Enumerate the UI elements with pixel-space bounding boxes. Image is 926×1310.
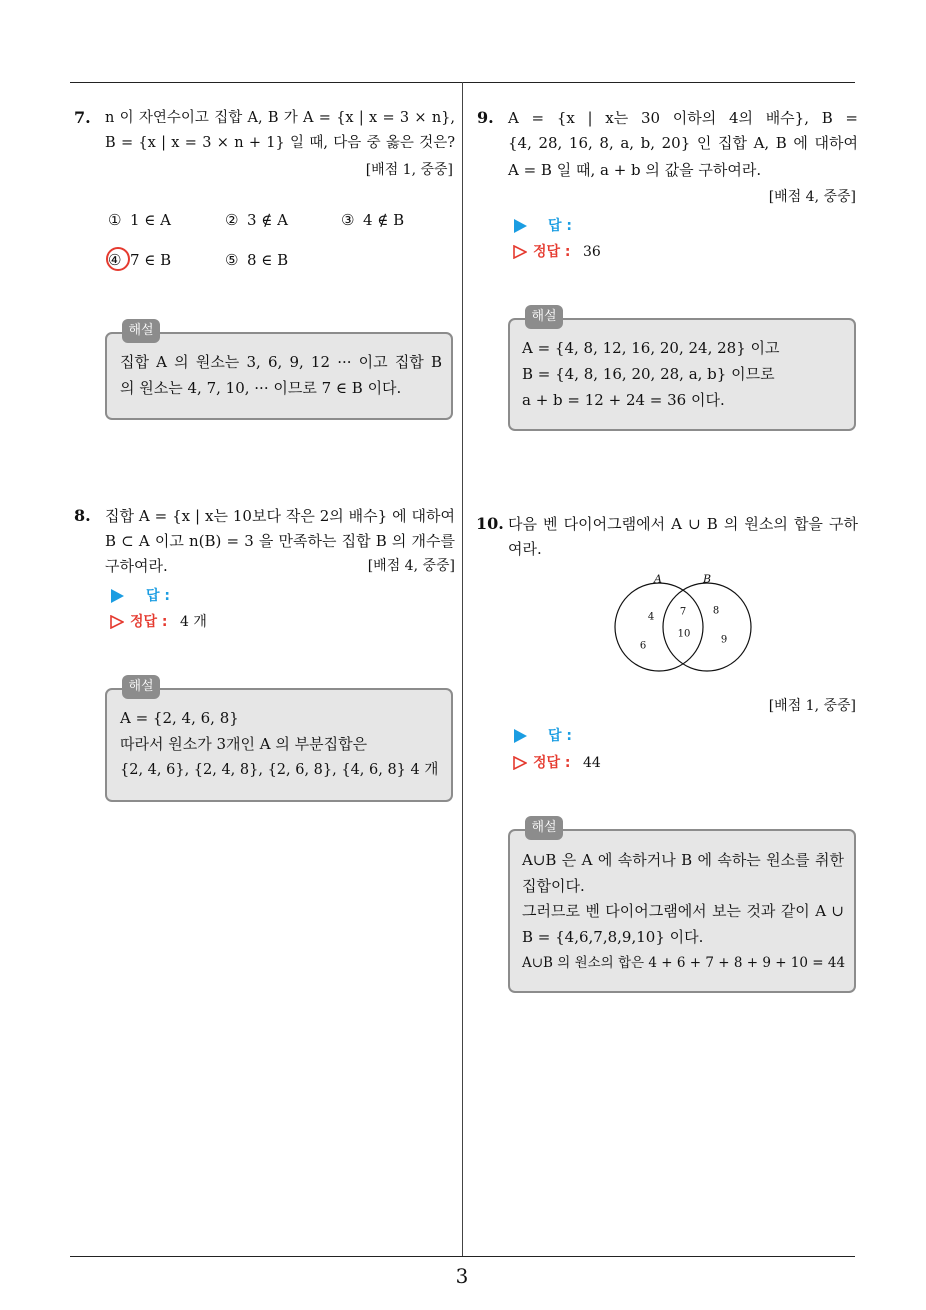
question-line: A = B 일 때, a + b 의 값을 구하여라. <box>508 161 762 179</box>
choice-2 <box>225 210 288 230</box>
choice-mark: ④ <box>108 251 122 269</box>
problem-number: 10. <box>476 514 504 533</box>
choice-mark: ③ <box>341 211 355 229</box>
choice-text: 7 ∈ B <box>130 251 172 269</box>
venn-element: 4 <box>647 611 655 623</box>
explanation-line: 그러므로 벤 다이어그램에서 보는 것과 같이 A ∪ <box>522 902 844 920</box>
venn-element: 7 <box>679 606 687 618</box>
explanation-box <box>105 332 453 420</box>
problem-source: [배점 4, 중중] <box>768 189 856 205</box>
correct-answer-marker-icon <box>513 756 527 770</box>
explanation-tag: 해설 <box>525 305 563 329</box>
answer-marker-icon <box>514 219 528 233</box>
correct-answer-marker-icon <box>110 615 124 629</box>
explanation-line: 따라서 원소가 3개인 A 의 부분집합은 <box>120 735 368 753</box>
correct-answer-label: 정답 : <box>533 755 571 771</box>
venn-circle-b <box>663 583 751 671</box>
choice-mark: ① <box>108 211 122 229</box>
column-divider <box>462 82 463 1256</box>
answer-label: 답 : <box>548 728 572 744</box>
question-line: {4, 28, 16, 8, a, b, 20} 인 집합 A, B 에 대하여 <box>508 134 858 152</box>
question-line: B = {x | x = 3 × n + 1} 일 때, 다음 중 옳은 것은? <box>105 135 455 151</box>
question-line: 여라. <box>508 540 542 558</box>
answer-label: 답 : <box>548 218 572 234</box>
explanation-tag: 해설 <box>525 816 563 840</box>
venn-label-b: B <box>702 572 712 586</box>
question-line: 집합 A = {x | x는 10보다 작은 2의 배수} 에 대하여 <box>105 507 455 525</box>
answer-marker-icon <box>514 729 528 743</box>
explanation-line: A = {4, 8, 12, 16, 20, 24, 28} 이고 <box>522 339 780 357</box>
explanation-line: A∪B 의 원소의 합은 4 + 6 + 7 + 8 + 9 + 10 = 44 <box>522 955 846 971</box>
problem-number: 8. <box>74 506 91 525</box>
explanation-line: {2, 4, 6}, {2, 4, 8}, {2, 6, 8}, {4, 6, 8} 4 개 <box>120 762 439 778</box>
correct-answer-label: 정답 : <box>533 244 571 260</box>
choice-5 <box>225 250 288 270</box>
answer-label: 답 : <box>146 588 170 604</box>
explanation-tag: 해설 <box>122 675 160 699</box>
venn-element: 6 <box>639 640 647 652</box>
venn-label-a: A <box>654 572 662 586</box>
correct-answer-label: 정답 : <box>130 614 168 630</box>
problem-source: [배점 1, 중중] <box>768 698 856 714</box>
choice-mark: ⑤ <box>225 251 239 269</box>
explanation-tag: 해설 <box>122 319 160 343</box>
correct-answer-value: 44 <box>583 755 601 771</box>
explanation-line: 의 원소는 4, 7, 10, ··· 이므로 7 ∈ B 이다. <box>120 379 402 397</box>
correct-answer-value: 4 개 <box>180 614 207 630</box>
venn-element: 10 <box>677 628 691 640</box>
selected-choice-circle <box>106 247 130 271</box>
question-line: 다음 벤 다이어그램에서 A ∪ B 의 원소의 합을 구하 <box>508 515 858 533</box>
venn-element: 9 <box>720 634 728 646</box>
explanation-line: a + b = 12 + 24 = 36 이다. <box>522 391 725 409</box>
explanation-line: B = {4, 8, 16, 20, 28, a, b} 이므로 <box>522 365 775 383</box>
problem-source: [배점 1, 중중] <box>365 162 453 178</box>
page-number: 3 <box>455 1264 469 1288</box>
venn-circle-a <box>615 583 703 671</box>
answer-marker-icon <box>111 589 125 603</box>
choice-3 <box>341 210 404 230</box>
choice-text: 3 ∉ A <box>247 211 289 229</box>
explanation-line: 집합이다. <box>522 877 585 895</box>
question-line: 구하여라. <box>105 557 168 575</box>
explanation-line: A = {2, 4, 6, 8} <box>120 709 239 727</box>
correct-answer-value: 36 <box>583 244 601 260</box>
footer-rule <box>70 1256 855 1257</box>
choice-text: 4 ∉ B <box>363 211 405 229</box>
choice-text: 1 ∈ A <box>130 211 172 229</box>
question-line: B ⊂ A 이고 n(B) = 3 을 만족하는 집합 B 의 개수를 <box>105 532 455 550</box>
choice-text: 8 ∈ B <box>247 251 289 269</box>
question-line: n 이 자연수이고 집합 A, B 가 A = {x | x = 3 × n}, <box>105 110 455 126</box>
question-line: A = {x | x는 30 이하의 4의 배수}, B = <box>508 109 858 127</box>
correct-answer-marker-icon <box>513 245 527 259</box>
choice-mark: ② <box>225 211 239 229</box>
venn-element: 8 <box>712 605 720 617</box>
venn-diagram <box>600 566 770 678</box>
problem-number: 7. <box>74 108 91 127</box>
explanation-line: 집합 A 의 원소는 3, 6, 9, 12 ··· 이고 집합 B <box>120 353 442 371</box>
problem-number: 9. <box>477 108 494 127</box>
explanation-line: A∪B 은 A 에 속하거나 B 에 속하는 원소를 취한 <box>522 851 844 869</box>
problem-source: [배점 4, 중중] <box>367 558 455 574</box>
explanation-line: B = {4,6,7,8,9,10} 이다. <box>522 928 704 946</box>
choice-1 <box>108 210 171 230</box>
